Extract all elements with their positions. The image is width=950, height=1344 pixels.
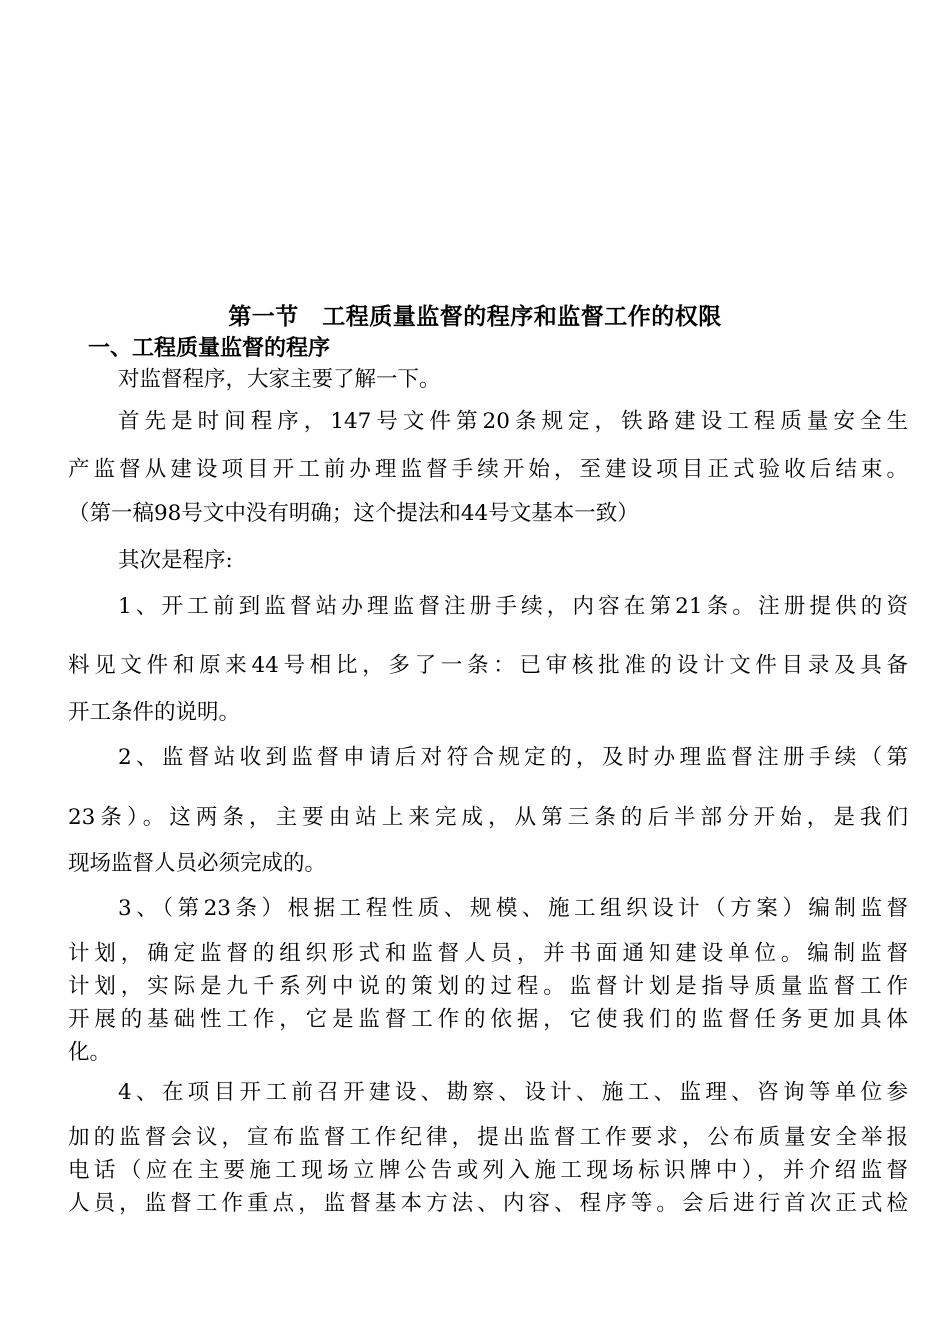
paragraph-line: 产监督从建设项目开工前办理监督手续开始，至建设项目正式验收后结束。 — [68, 457, 908, 482]
paragraph-line: 料见文件和原来44号相比，多了一条：已审核批准的设计文件目录及具备 — [68, 653, 908, 678]
paragraph-line: 其次是程序: — [118, 548, 233, 573]
paragraph-line: 加的监督会议，宣布监督工作纪律，提出监督工作要求，公布质量安全举报 — [68, 1125, 908, 1150]
paragraph-line: （第一稿98号文中没有明确；这个提法和44号文基本一致） — [68, 501, 639, 526]
paragraph-line: 人员，监督工作重点，监督基本方法、内容、程序等。会后进行首次正式检 — [68, 1191, 908, 1216]
paragraph-line: 开展的基础性工作，它是监督工作的依据，它使我们的监督任务更加具体 — [68, 1007, 908, 1032]
paragraph-line: 电话（应在主要施工现场立牌公告或列入施工现场标识牌中），并介绍监督 — [68, 1158, 908, 1183]
paragraph-line: 23条）。这两条，主要由站上来完成，从第三条的后半部分开始，是我们 — [68, 805, 908, 830]
paragraph-line: 计划，确定监督的组织形式和监督人员，并书面通知建设单位。编制监督 — [68, 941, 908, 966]
paragraph-line: 首先是时间程序，147号文件第20条规定，铁路建设工程质量安全生 — [118, 409, 908, 434]
paragraph-line: 2、监督站收到监督申请后对符合规定的，及时办理监督注册手续（第 — [118, 745, 908, 770]
paragraph-line: 计划，实际是九千系列中说的策划的过程。监督计划是指导质量监督工作 — [68, 974, 908, 999]
paragraph-line: 开工条件的说明。 — [68, 700, 241, 725]
paragraph-line: 现场监督人员必须完成的。 — [68, 851, 327, 876]
paragraph-line: 3、（第23条）根据工程性质、规模、施工组织设计（方案）编制监督 — [118, 896, 908, 921]
paragraph-line: 1、开工前到监督站办理监督注册手续，内容在第21条。注册提供的资 — [118, 594, 908, 619]
subsection-heading: 一、工程质量监督的程序 — [88, 336, 331, 361]
paragraph-line: 4、在项目开工前召开建设、勘察、设计、施工、监理、咨询等单位参 — [118, 1080, 908, 1105]
section-title: 第一节 工程质量监督的程序和监督工作的权限 — [228, 304, 722, 330]
paragraph-line: 化。 — [68, 1040, 112, 1065]
paragraph-line: 对监督程序，大家主要了解一下。 — [118, 367, 441, 392]
